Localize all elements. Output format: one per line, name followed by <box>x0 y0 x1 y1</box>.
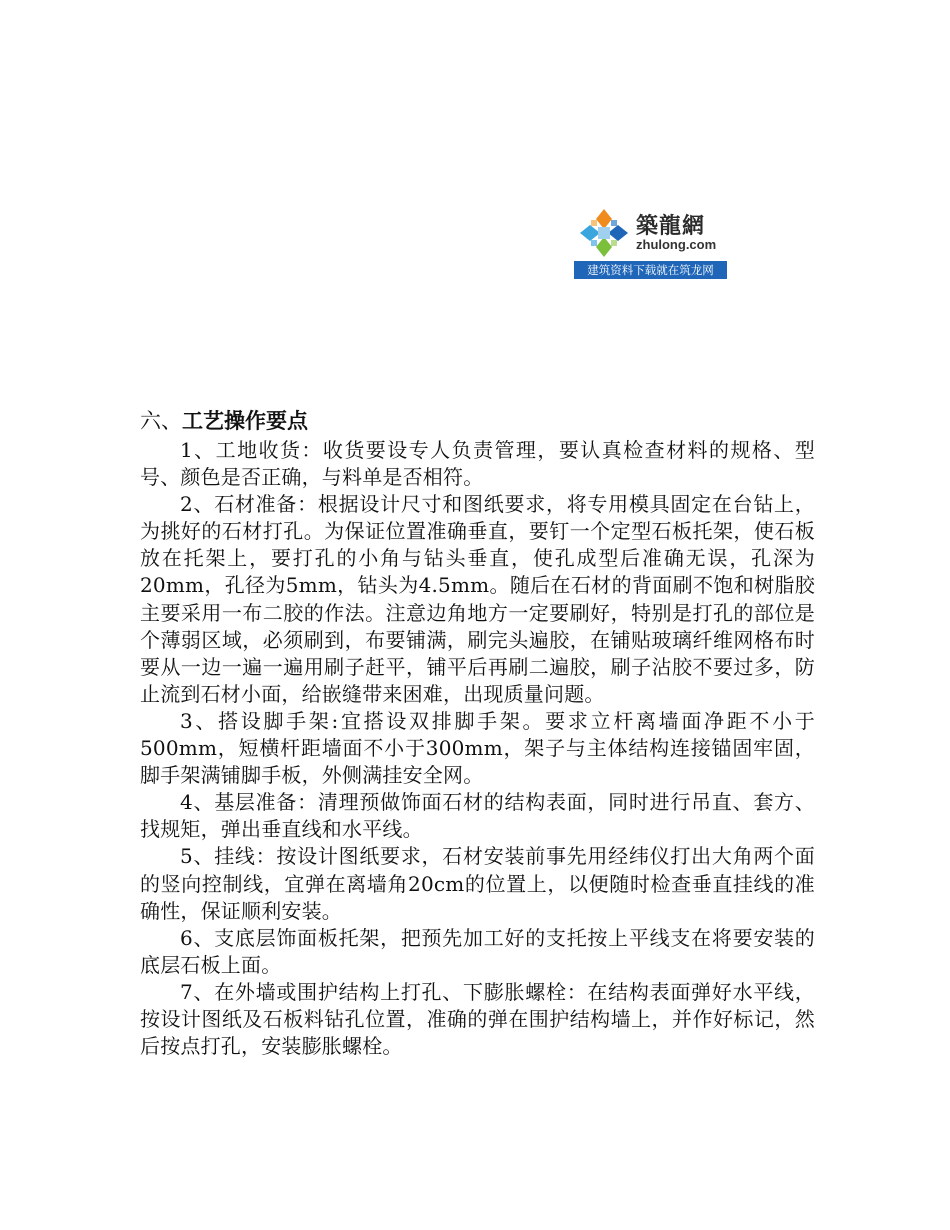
paragraph-1: 1、工地收货：收货要设专人负责管理，要认真检查材料的规格、型号、颜色是否正确，与料单是否相符。 <box>140 438 815 490</box>
logo-domain: zhulong.com <box>636 237 717 252</box>
section-title: 工艺操作要点 <box>182 408 308 433</box>
paragraph-2: 2、石材准备：根据设计尺寸和图纸要求，将专用模具固定在台钻上，为挑好的石材打孔。为保证位置准确垂直，要钉一个定型石板托架，使石板放在托架上，要打孔的小角与钻头垂直，使孔成型后准确无误，孔深为20mm，孔径为5mm，钻头为4.5mm。随后在石材的背面刷不饱和树脂胶主要采用一布二胶的作法。注意边角地方一定要刷好，特别是打孔的部位是个薄弱区域，必须刷到，布要铺满，刷完头遍胶，在铺贴玻璃纤维网格布时要从一边一遍一遍用刷子赶平，铺平后再刷二遍胶，刷子沾胶不要过多，防止流到石材小面，给嵌缝带来困难，出现质量问题。 <box>140 492 815 706</box>
logo-top <box>574 205 727 261</box>
logo-slogan: 建筑资料下载就在筑龙网 <box>574 261 727 279</box>
section-heading <box>140 405 815 437</box>
zhulong-logo <box>574 205 727 279</box>
paragraph-5: 5、挂线：按设计图纸要求，石材安装前事先用经纬仪打出大角两个面的竖向控制线，宜弹在离墙角20cm的位置上，以便随时检查垂直挂线的准确性，保证顺利安装。 <box>140 844 815 923</box>
section-number: 六、 <box>140 409 182 433</box>
document-body <box>140 405 815 1060</box>
paragraph-6: 6、支底层饰面板托架，把预先加工好的支托按上平线支在将要安装的底层石板上面。 <box>140 925 815 977</box>
paragraph-3: 3、搭设脚手架:宜搭设双排脚手架。要求立杆离墙面净距不小于500mm，短横杆距墙面不小于300mm，架子与主体结构连接锚固牢固，脚手架满铺脚手板，外侧满挂安全网。 <box>140 708 815 788</box>
paragraph-4: 4、基层准备：清理预做饰面石材的结构表面，同时进行吊直、套方、找规矩，弹出垂直线和水平线。 <box>140 790 815 842</box>
logo-name-cn: 築龍網 <box>636 213 706 239</box>
logo-mark-icon <box>578 207 630 259</box>
paragraph-7: 7、在外墙或围护结构上打孔、下膨胀螺栓：在结构表面弹好水平线，按设计图纸及石板料钻孔位置，准确的弹在围护结构墙上，并作好标记，然后按点打孔，安装膨胀螺栓。 <box>140 979 815 1059</box>
